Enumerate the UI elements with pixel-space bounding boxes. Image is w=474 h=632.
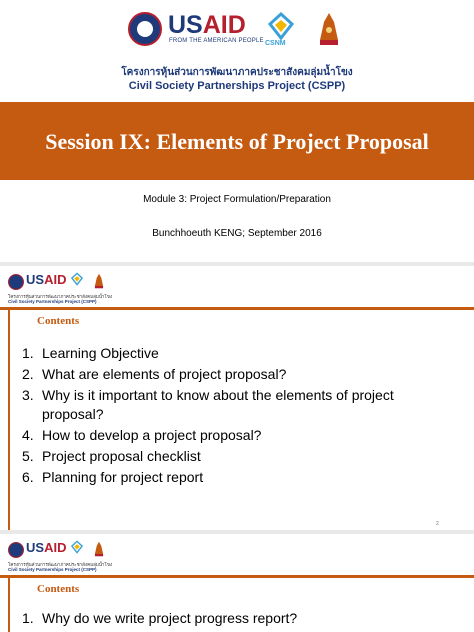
csnm-label: CSNM (265, 40, 286, 47)
accent-side-rule (8, 578, 10, 632)
csnm-logo-icon (70, 540, 84, 554)
list-item: 1. Why do we write project progress report? (22, 610, 298, 626)
title-banner (0, 102, 474, 180)
usaid-seal-icon (8, 542, 24, 558)
contents-heading: Contents (37, 583, 80, 595)
header-thai-text: โครงการหุ้นส่วนการพัฒนาภาคประชาสังคมลุ่มน้ำโขง (8, 294, 113, 299)
csnm-logo-icon (70, 272, 84, 286)
usaid-tagline: FROM THE AMERICAN PEOPLE (169, 38, 264, 44)
header-english-text: Civil Society Partnerships Project (CSPP) (8, 299, 97, 304)
contents-list (22, 344, 402, 489)
list-item: 3. Why is it important to know about the elements of project proposal? (22, 387, 394, 422)
list-item: 4. How to develop a project proposal? (22, 427, 262, 443)
crest-logo-icon (94, 540, 104, 558)
usaid-seal-icon (128, 12, 162, 46)
page-number: 2 (436, 521, 439, 527)
contents-list (22, 609, 402, 630)
list-item: 2. What are elements of project proposal? (22, 366, 287, 382)
accent-rule (0, 307, 474, 310)
usaid-logo: USAID (168, 11, 246, 39)
usaid-logo: USAID (26, 540, 67, 555)
usaid-logo: USAID (26, 272, 67, 287)
list-item: 6. Planning for project report (22, 469, 204, 485)
list-item: 5. Project proposal checklist (22, 448, 201, 464)
usaid-seal-icon (8, 274, 24, 290)
title-slide (0, 0, 474, 262)
list-item: 1. Learning Objective (22, 345, 159, 361)
crest-logo-icon (94, 272, 104, 290)
accent-rule (0, 575, 474, 578)
project-subtitle: Civil Society Partnerships Project (CSPP) (128, 80, 346, 92)
header-english-text: Civil Society Partnerships Project (CSPP) (8, 567, 97, 572)
slide-title: Session IX: Elements of Project Proposal (45, 129, 429, 154)
contents-heading: Contents (37, 315, 80, 327)
author-date: Bunchhoeuth KENG; September 2016 (152, 228, 322, 239)
module-text: Module 3: Project Formulation/Preparation (143, 194, 331, 205)
csnm-logo-icon (266, 12, 296, 40)
header-thai-text: โครงการหุ้นส่วนการพัฒนาภาคประชาสังคมลุ่มน้ำโขง (8, 562, 113, 567)
crest-logo-icon (318, 12, 340, 46)
contents-slide-continued (0, 534, 474, 632)
accent-side-rule (8, 310, 10, 530)
contents-slide (0, 266, 474, 530)
thai-project-title: โครงการหุ้นส่วนการพัฒนาภาคประชาสังคมลุ่มน้ำโขง (121, 67, 353, 78)
